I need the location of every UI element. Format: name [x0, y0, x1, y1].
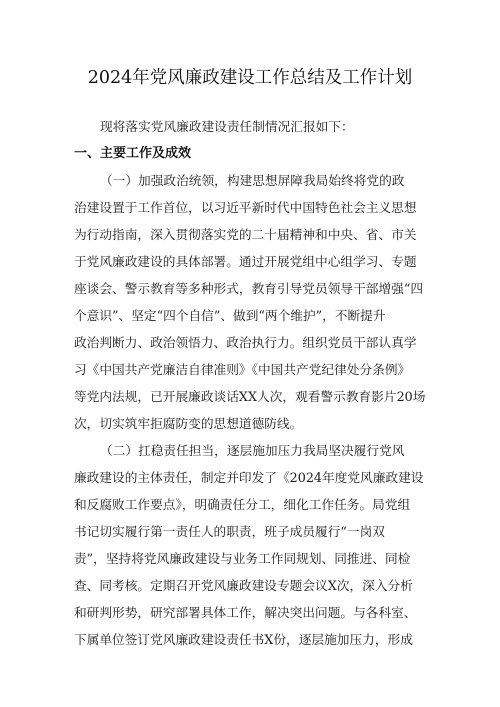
paragraph-line: 书记切实履行第一责任人的职责，班子成员履行“一岗双	[74, 524, 385, 539]
paragraph-line: 廉政建设的主体责任，制定并印发了《2024年度党风廉政建设	[74, 470, 424, 485]
paragraph-line: 座谈会、警示教育等多种形式，教育引导党员领导干部增强“四	[74, 281, 424, 296]
paragraph-line: 政治判断力、政治领悟力、政治执行力。组织党员干部认真学	[74, 335, 417, 350]
paragraph-line: 于党风廉政建设的具体部署。通过开展党组中心组学习、专题	[74, 254, 417, 269]
section-heading: 一、主要工作及成效	[74, 146, 192, 161]
paragraph-line: 和研判形势，研究部署具体工作，解决突出问题。与各科室、	[74, 605, 417, 620]
paragraph-line: 次，切实筑牢拒腐防变的思想道德防线。	[74, 416, 303, 431]
intro-line: 现将落实党风廉政建设责任制情况汇报如下：	[100, 119, 354, 134]
document-title: 2024年党风廉政建设工作总结及工作计划	[87, 68, 413, 88]
paragraph-line: 和反腐败工作要点》，明确责任分工，细化工作任务。局党组	[74, 497, 411, 512]
paragraph-line: 治建设置于工作首位，以习近平新时代中国特色社会主义思想	[74, 200, 417, 215]
paragraph-line: 查、同考核。定期召开党风廉政建设专题会议X次，深入分析	[74, 578, 413, 593]
paragraph-line: 个意识”、坚定“四个自信”、做到“两个维护”，不断提升	[74, 308, 386, 323]
paragraph-line: 等党内法规，已开展廉政谈话XX人次，观看警示教育影片20场	[74, 389, 426, 404]
paragraph-line: 下属单位签订党风廉政建设责任书X份，逐层施加压力，形成	[74, 632, 413, 647]
paragraph-line: 习《中国共产党廉洁自律准则》《中国共产党纪律处分条例》	[74, 362, 411, 377]
paragraph-line: （一）加强政治统领，构建思想屏障我局始终将党的政	[100, 173, 405, 188]
paragraph-line: 责”，坚持将党风廉政建设与业务工作同规划、同推进、同检	[74, 551, 411, 566]
paragraph-line: 为行动指南，深入贯彻落实党的二十届精神和中央、省、市关	[74, 227, 417, 242]
paragraph-line: （二）扛稳责任担当，逐层施加压力我局坚决履行党风	[100, 443, 405, 458]
